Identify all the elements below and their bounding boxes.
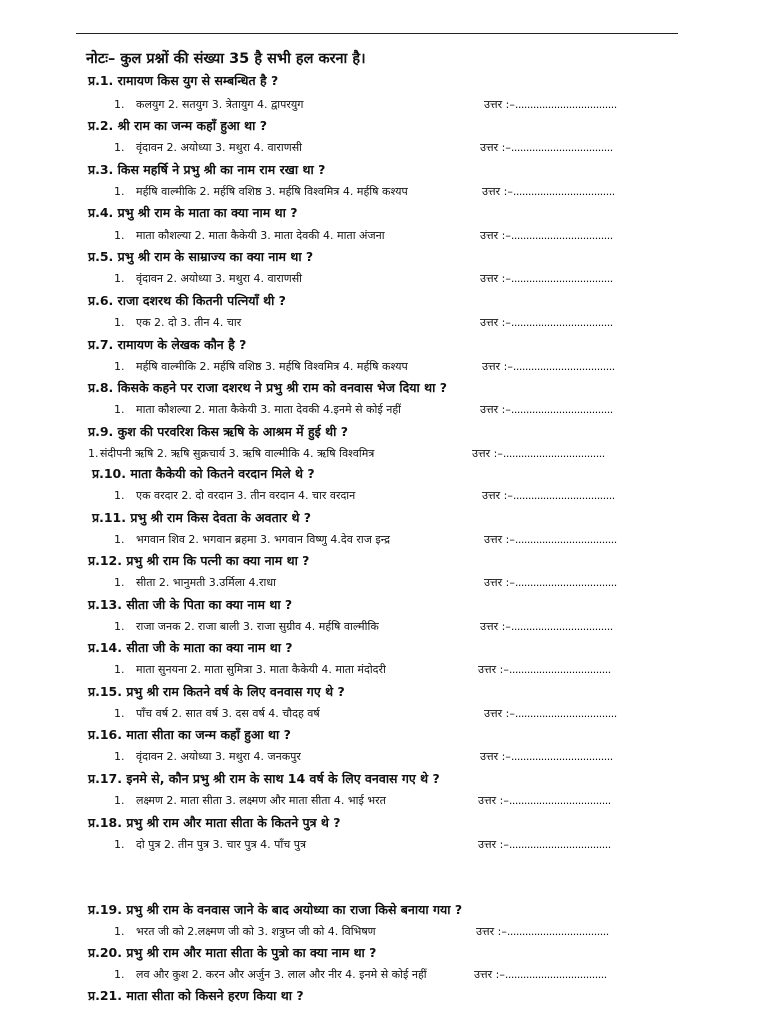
top-rule [76, 33, 678, 34]
answer-line-10[interactable]: उत्तर :–.................................. [482, 489, 615, 502]
question-14: प्र.14. सीता जी के माता का क्या नाम था ? [88, 640, 293, 655]
answer-line-12[interactable]: उत्तर :–.................................. [484, 576, 617, 589]
options-6: 1. एक 2. दो 3. तीन 4. चार [114, 316, 242, 329]
options-14: 1. माता सुनयना 2. माता सुमित्रा 3. माता कैकेयी 4. माता मंदोदरी [114, 663, 386, 676]
answer-line-13[interactable]: उत्तर :–.................................. [480, 620, 613, 633]
answer-line-6[interactable]: उत्तर :–.................................. [480, 316, 613, 329]
options-18: 1. दो पुत्र 2. तीन पुत्र 3. चार पुत्र 4. पाँच पुत्र [114, 838, 307, 851]
options-17: 1. लक्ष्मण 2. माता सीता 3. लक्ष्मण और माता सीता 4. भाई भरत [114, 794, 386, 807]
options-10: 1. एक वरदार 2. दो वरदान 3. तीन वरदान 4. चार वरदान [114, 489, 356, 502]
question-7: प्र.7. रामायण के लेखक कौन है ? [88, 337, 247, 352]
answer-line-19[interactable]: उत्तर :–.................................. [476, 925, 609, 938]
options-8: 1. माता कौशल्या 2. माता कैकेयी 3. माता देवकी 4.इनमे से कोई नहीं [114, 403, 402, 416]
answer-line-9[interactable]: उत्तर :–.................................. [472, 447, 605, 460]
question-17: प्र.17. इनमे से, कौन प्रभु श्री राम के साथ 14 वर्ष के लिए वनवास गए थे ? [88, 771, 440, 786]
answer-line-17[interactable]: उत्तर :–.................................. [478, 794, 611, 807]
options-9: 1. संदीपनी ऋषि 2. ऋषि सुक्रचार्य 3. ऋषि वाल्मीकि 4. ऋषि विश्वमित्र [88, 447, 375, 460]
question-21: प्र.21. माता सीता को किसने हरण किया था ? [88, 988, 304, 1003]
answer-line-2[interactable]: उत्तर :–.................................. [480, 141, 613, 154]
answer-line-20[interactable]: उत्तर :–.................................. [474, 968, 607, 981]
question-11: प्र.11. प्रभु श्री राम किस देवता के अवतार थे ? [92, 510, 312, 525]
options-13: 1. राजा जनक 2. राजा बाली 3. राजा सुग्रीव 4. मर्हषि वाल्मीकि [114, 620, 379, 633]
options-2: 1. वृंदावन 2. अयोध्या 3. मथुरा 4. वाराणसी [114, 141, 302, 154]
answer-line-11[interactable]: उत्तर :–.................................. [484, 533, 617, 546]
question-3: प्र.3. किस महर्षि ने प्रभु श्री का नाम राम रखा था ? [88, 162, 326, 177]
answer-line-1[interactable]: उत्तर :–.................................. [484, 98, 617, 111]
question-9: प्र.9. कुश की परवरिश किस ऋषि के आश्रम में हुई थी ? [88, 424, 348, 439]
question-2: प्र.2. श्री राम का जन्म कहाँ हुआ था ? [88, 118, 267, 133]
question-15: प्र.15. प्रभु श्री राम कितने वर्ष के लिए वनवास गए थे ? [88, 684, 345, 699]
options-3: 1. मर्हषि वाल्मीकि 2. मर्हषि वशिष्ठ 3. मर्हषि विश्वमित्र 4. मर्हषि कश्यप [114, 185, 408, 198]
answer-line-7[interactable]: उत्तर :–.................................. [482, 360, 615, 373]
options-19: 1. भरत जी को 2.लक्ष्मण जी को 3. शत्रुघ्न जी को 4. विभिषण [114, 925, 376, 938]
options-5: 1. वृंदावन 2. अयोध्या 3. मथुरा 4. वाराणसी [114, 272, 302, 285]
answer-line-16[interactable]: उत्तर :–.................................. [480, 750, 613, 763]
options-4: 1. माता कौशल्या 2. माता कैकेयी 3. माता देवकी 4. माता अंजना [114, 229, 385, 242]
options-16: 1. वृंदावन 2. अयोध्या 3. मथुरा 4. जनकपुर [114, 750, 301, 763]
question-13: प्र.13. सीता जी के पिता का क्या नाम था ? [88, 597, 293, 612]
question-8: प्र.8. किसके कहने पर राजा दशरथ ने प्रभु श्री राम को वनवास भेज दिया था ? [88, 380, 447, 395]
options-20: 1. लव और कुश 2. करन और अर्जुन 3. लाल और नीर 4. इनमे से कोई नहीं [114, 968, 427, 981]
answer-line-14[interactable]: उत्तर :–.................................. [478, 663, 611, 676]
answer-line-18[interactable]: उत्तर :–.................................. [478, 838, 611, 851]
question-6: प्र.6. राजा दशरथ की कितनी पत्नियाँ थी ? [88, 293, 286, 308]
answer-line-3[interactable]: उत्तर :–.................................. [482, 185, 615, 198]
question-16: प्र.16. माता सीता का जन्म कहाँ हुआ था ? [88, 727, 291, 742]
answer-line-5[interactable]: उत्तर :–.................................. [480, 272, 613, 285]
options-11: 1. भगवान शिव 2. भगवान ब्रहमा 3. भगवान विष्णु 4.देव राज इन्द्र [114, 533, 390, 546]
question-12: प्र.12. प्रभु श्री राम कि पत्नी का क्या नाम था ? [88, 553, 310, 568]
question-4: प्र.4. प्रभु श्री राम के माता का क्या नाम था ? [88, 205, 298, 220]
note-line: नोटः– कुल प्रश्नों की संख्या 35 है सभी हल करना है। [86, 51, 366, 67]
question-1: प्र.1. रामायण किस युग से सम्बन्धित है ? [88, 73, 279, 88]
question-19: प्र.19. प्रभु श्री राम के वनवास जाने के बाद अयोध्या का राजा किसे बनाया गया ? [88, 902, 463, 917]
answer-line-8[interactable]: उत्तर :–.................................. [480, 403, 613, 416]
options-1: 1. कलयुग 2. सतयुग 3. त्रेतायुग 4. द्वापरयुग [114, 98, 304, 111]
question-10: प्र.10. माता कैकेयी को कितने वरदान मिले थे ? [92, 466, 315, 481]
options-15: 1. पाँच वर्ष 2. सात वर्ष 3. दस वर्ष 4. चौदह वर्ष [114, 707, 320, 720]
options-7: 1. मर्हषि वाल्मीकि 2. मर्हषि वशिष्ठ 3. मर्हषि विश्वमित्र 4. मर्हषि कश्यप [114, 360, 408, 373]
question-5: प्र.5. प्रभु श्री राम के साम्राज्य का क्या नाम था ? [88, 249, 314, 264]
options-12: 1. सीता 2. भानुमती 3.उर्मिला 4.राधा [114, 576, 276, 589]
answer-line-15[interactable]: उत्तर :–.................................. [484, 707, 617, 720]
question-20: प्र.20. प्रभु श्री राम और माता सीता के पुत्रो का क्या नाम था ? [88, 945, 377, 960]
question-18: प्र.18. प्रभु श्री राम और माता सीता के कितने पुत्र थे ? [88, 815, 341, 830]
answer-line-4[interactable]: उत्तर :–.................................. [480, 229, 613, 242]
